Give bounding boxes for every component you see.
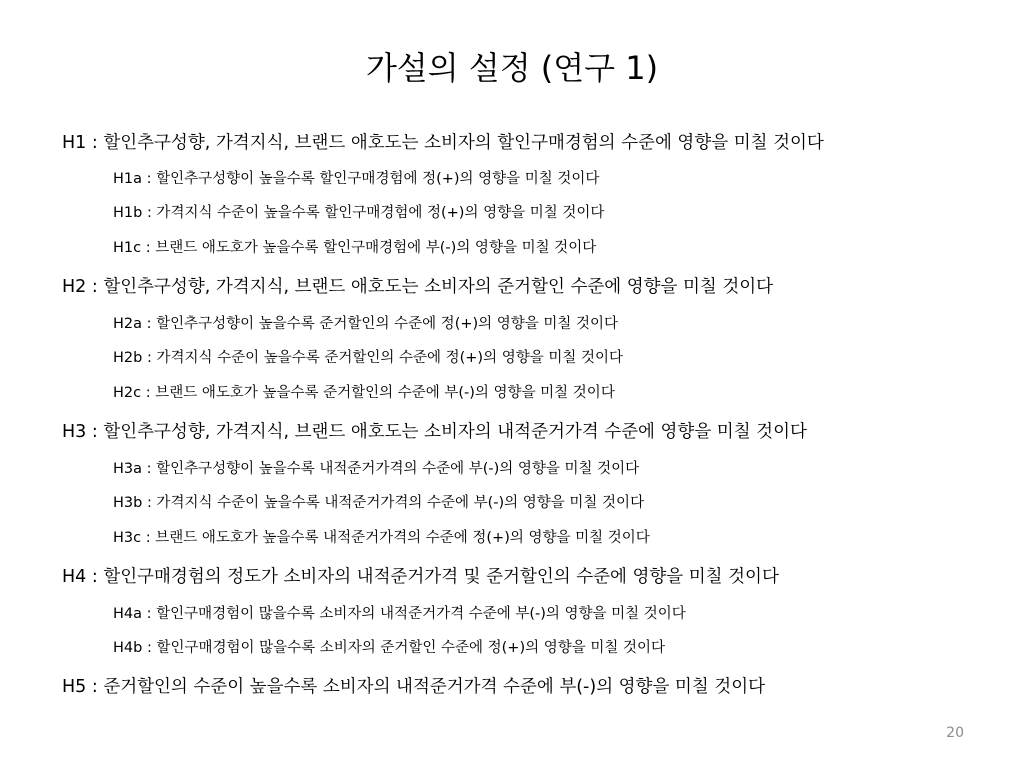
hypothesis-h4b: H4b : 할인구매경험이 많을수록 소비자의 준거할인 수준에 정(+)의 영향을 미칠 것이다: [113, 640, 665, 656]
hypothesis-h1a: H1a : 할인추구성향이 높을수록 할인구매경험에 정(+)의 영향을 미칠 것이다: [113, 171, 600, 187]
hypothesis-h3c: H3c : 브랜드 애도호가 높을수록 내적준거가격의 수준에 정(+)의 영향을 미칠 것이다: [113, 530, 650, 546]
hypothesis-h2a: H2a : 할인추구성향이 높을수록 준거할인의 수준에 정(+)의 영향을 미칠 것이다: [113, 316, 619, 332]
hypothesis-h3a: H3a : 할인추구성향이 높을수록 내적준거가격의 수준에 부(-)의 영향을 미칠 것이다: [113, 461, 640, 477]
hypothesis-h3b: H3b : 가격지식 수준이 높을수록 내적준거가격의 수준에 부(-)의 영향을 미칠 것이다: [113, 495, 645, 511]
page-number: 20: [946, 725, 964, 741]
hypothesis-h2: H2 : 할인추구성향, 가격지식, 브랜드 애호도는 소비자의 준거할인 수준에 영향을 미칠 것이다: [62, 277, 774, 297]
hypothesis-h3: H3 : 할인추구성향, 가격지식, 브랜드 애호도는 소비자의 내적준거가격 수준에 영향을 미칠 것이다: [62, 422, 807, 442]
hypothesis-h5: H5 : 준거할인의 수준이 높을수록 소비자의 내적준거가격 수준에 부(-)의 영향을 미칠 것이다: [62, 677, 766, 697]
hypothesis-h2b: H2b : 가격지식 수준이 높을수록 준거할인의 수준에 정(+)의 영향을 미칠 것이다: [113, 350, 623, 366]
hypothesis-h4: H4 : 할인구매경험의 정도가 소비자의 내적준거가격 및 준거할인의 수준에 영향을 미칠 것이다: [62, 567, 779, 587]
hypothesis-h1c: H1c : 브랜드 애도호가 높을수록 할인구매경험에 부(-)의 영향을 미칠 것이다: [113, 240, 597, 256]
hypothesis-h4a: H4a : 할인구매경험이 많을수록 소비자의 내적준거가격 수준에 부(-)의 영향을 미칠 것이다: [113, 606, 686, 622]
hypothesis-h1: H1 : 할인추구성향, 가격지식, 브랜드 애호도는 소비자의 할인구매경험의 수준에 영향을 미칠 것이다: [62, 133, 824, 153]
hypothesis-h1b: H1b : 가격지식 수준이 높을수록 할인구매경험에 정(+)의 영향을 미칠 것이다: [113, 205, 605, 221]
hypothesis-h2c: H2c : 브랜드 애도호가 높을수록 준거할인의 수준에 부(-)의 영향을 미칠 것이다: [113, 385, 615, 401]
slide-title: 가설의 설정 (연구 1): [365, 49, 659, 87]
